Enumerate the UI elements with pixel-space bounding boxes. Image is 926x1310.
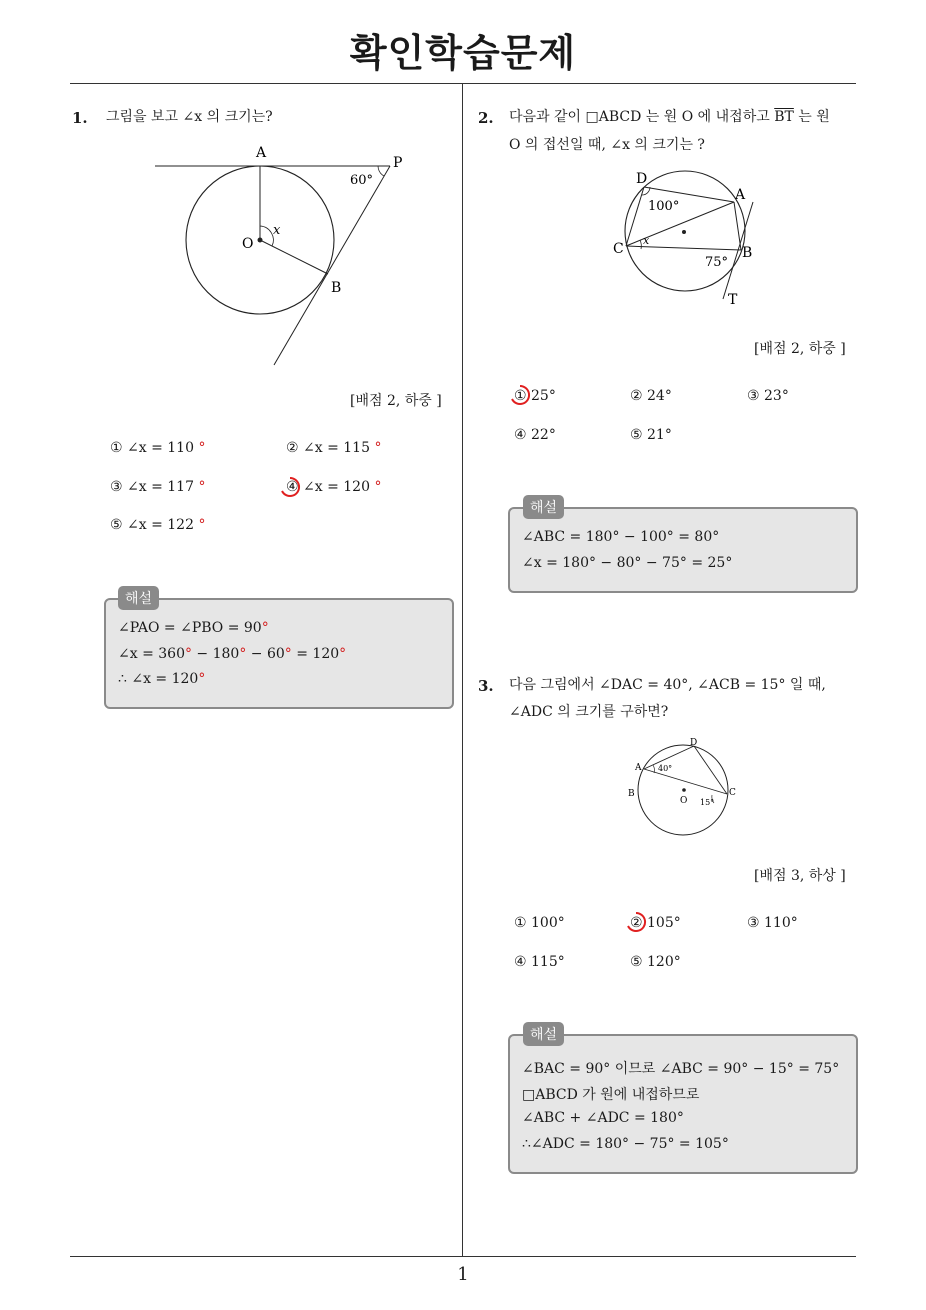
q1-solution-line-1: ∠PAO = ∠PBO = 90° [118,620,269,636]
option-value: 24° [647,388,672,404]
q1-option-5[interactable] [110,517,205,533]
degree-mark: ° [374,440,382,456]
q3-label-A: A [635,763,642,773]
q2-text-line-1: 다음과 같이 □ABCD 는 원 O 에 내접하고 $\overline{BT}$ 는 원 [509,109,830,125]
q1-label-P: P [393,155,403,171]
q2-option-2[interactable] [630,388,672,404]
q3-label-40: 40° [658,764,673,773]
q3-label-O: O [680,796,688,806]
q2-figure [610,165,770,310]
q1-label-A: A [256,145,267,161]
q3-option-3[interactable] [747,915,798,931]
q2-solution-tag: 해설 [523,495,564,519]
option-expr: ∠x = 110 [127,440,194,456]
q3-figure [620,735,750,840]
option-number: ③ [747,915,760,931]
q3-solution-line-1: ∠BAC = 90° 이므로 ∠ABC = 90° − 15° = 75° [522,1061,840,1077]
q2-label-75: 75° [705,255,729,270]
q3-solution-line-2: □ABCD 가 원에 내접하므로 [522,1087,700,1103]
q3-solution-box [508,1034,858,1174]
option-number: ② [286,440,299,456]
q2-segment-BT: $\overline{BT}$ [774,109,794,125]
option-expr: ∠x = 122 [127,517,194,533]
q2-label-D: D [636,171,648,187]
q2-solution-box [508,507,858,593]
option-number: ① [110,440,123,456]
option-expr: ∠x = 117 [127,479,194,495]
q2-option-4[interactable] [514,427,556,443]
q3-option-1[interactable] [514,915,565,931]
q3-option-4[interactable] [514,954,565,970]
q3-center-dot [682,788,686,792]
option-value: 100° [531,915,565,931]
q1-solution-tag: 해설 [118,586,159,610]
option-value: 120° [647,954,681,970]
q3-score: [배점 3, 하상 ] [754,868,846,884]
option-number: ④ [286,479,299,495]
q1-text: 그림을 보고 ∠x 의 크기는? [106,109,273,125]
option-number: ⑤ [630,954,643,970]
option-value: 110° [764,915,798,931]
q1-solution-line-3: ∴ ∠x = 120° [118,671,206,687]
option-number: ⑤ [110,517,123,533]
q3-number: 3. [478,677,494,695]
option-number: ④ [514,954,527,970]
q3-label-B: B [628,789,635,799]
degree-mark: ° [198,440,206,456]
q1-solution-line-2: ∠x = 360° − 180° − 60° = 120° [118,646,347,662]
option-value: 115° [531,954,565,970]
q2-option-3[interactable] [747,388,789,404]
q3-chord-DC [694,746,727,794]
page-title: 확인학습문제 [349,31,577,75]
option-number: ① [514,915,527,931]
q1-option-3[interactable] [110,479,205,495]
q2-label-B: B [742,245,753,261]
q3-text-line-2: ∠ADC 의 크기를 구하면? [509,704,669,720]
q3-label-15: 15° [700,798,715,807]
q3-solution-line-4: ∴∠ADC = 180° − 75° = 105° [522,1136,729,1152]
option-number: ② [630,915,643,931]
option-value: 23° [764,388,789,404]
q3-label-C: C [729,788,736,798]
q1-tangent-PB [274,166,390,365]
q2-text-line-2: O 의 접선일 때, ∠x 의 크기는 ? [509,137,705,153]
option-value: 22° [531,427,556,443]
q1-figure [150,140,420,370]
q1-answer-circle-icon [279,476,301,498]
q1-label-O: O [242,236,254,252]
option-value: 25° [531,388,556,404]
q1-number: 1. [72,109,88,127]
q1-label-60: 60° [350,173,374,188]
option-number: ② [630,388,643,404]
q2-label-x: x [643,234,650,247]
footer-rule [70,1256,856,1257]
q3-label-D: D [690,738,698,748]
q3-option-5[interactable] [630,954,681,970]
q2-answer-circle-icon [509,384,531,406]
q2-score: [배점 2, 하중 ] [754,341,846,357]
q3-text-line-1: 다음 그림에서 ∠DAC = 40°, ∠ACB = 15° 일 때, [509,677,826,693]
q2-center-dot [682,230,686,234]
q1-option-2[interactable] [286,440,381,456]
q2-option-5[interactable] [630,427,672,443]
q3-answer-circle-icon [625,911,647,933]
column-divider [462,84,463,1256]
option-expr: ∠x = 120 [303,479,370,495]
q2-number: 2. [478,109,494,127]
option-number: ④ [514,427,527,443]
option-expr: ∠x = 115 [303,440,370,456]
q2-label-T: T [728,292,738,308]
q3-solution-line-3: ∠ABC + ∠ADC = 180° [522,1110,684,1126]
option-value: 21° [647,427,672,443]
degree-mark: ° [374,479,382,495]
option-number: ① [514,388,527,404]
q1-option-1[interactable] [110,440,205,456]
header-rule [70,83,856,84]
q2-label-A: A [735,187,746,203]
q1-label-B: B [331,280,342,296]
q2-label-100: 100° [648,199,680,214]
option-number: ⑤ [630,427,643,443]
option-value: 105° [647,915,681,931]
q2-solution-line-2: ∠x = 180° − 80° − 75° = 25° [522,555,733,571]
q2-side-DC [626,187,644,246]
option-number: ③ [747,388,760,404]
q3-solution-tag: 해설 [523,1022,564,1046]
q1-angle-60-arc [378,166,384,176]
q2-label-C: C [613,241,624,257]
option-number: ③ [110,479,123,495]
q1-radius-OB [260,240,328,274]
q2-angle-x-arc [640,240,641,249]
q1-center-dot [258,238,263,243]
q1-label-x: x [273,223,281,238]
q2-solution-line-1: ∠ABC = 180° − 100° = 80° [522,529,720,545]
degree-mark: ° [198,517,206,533]
q1-score: [배점 2, 하중 ] [350,393,442,409]
degree-mark: ° [198,479,206,495]
page-number: 1 [457,1264,469,1285]
q1-solution-box [104,598,454,709]
